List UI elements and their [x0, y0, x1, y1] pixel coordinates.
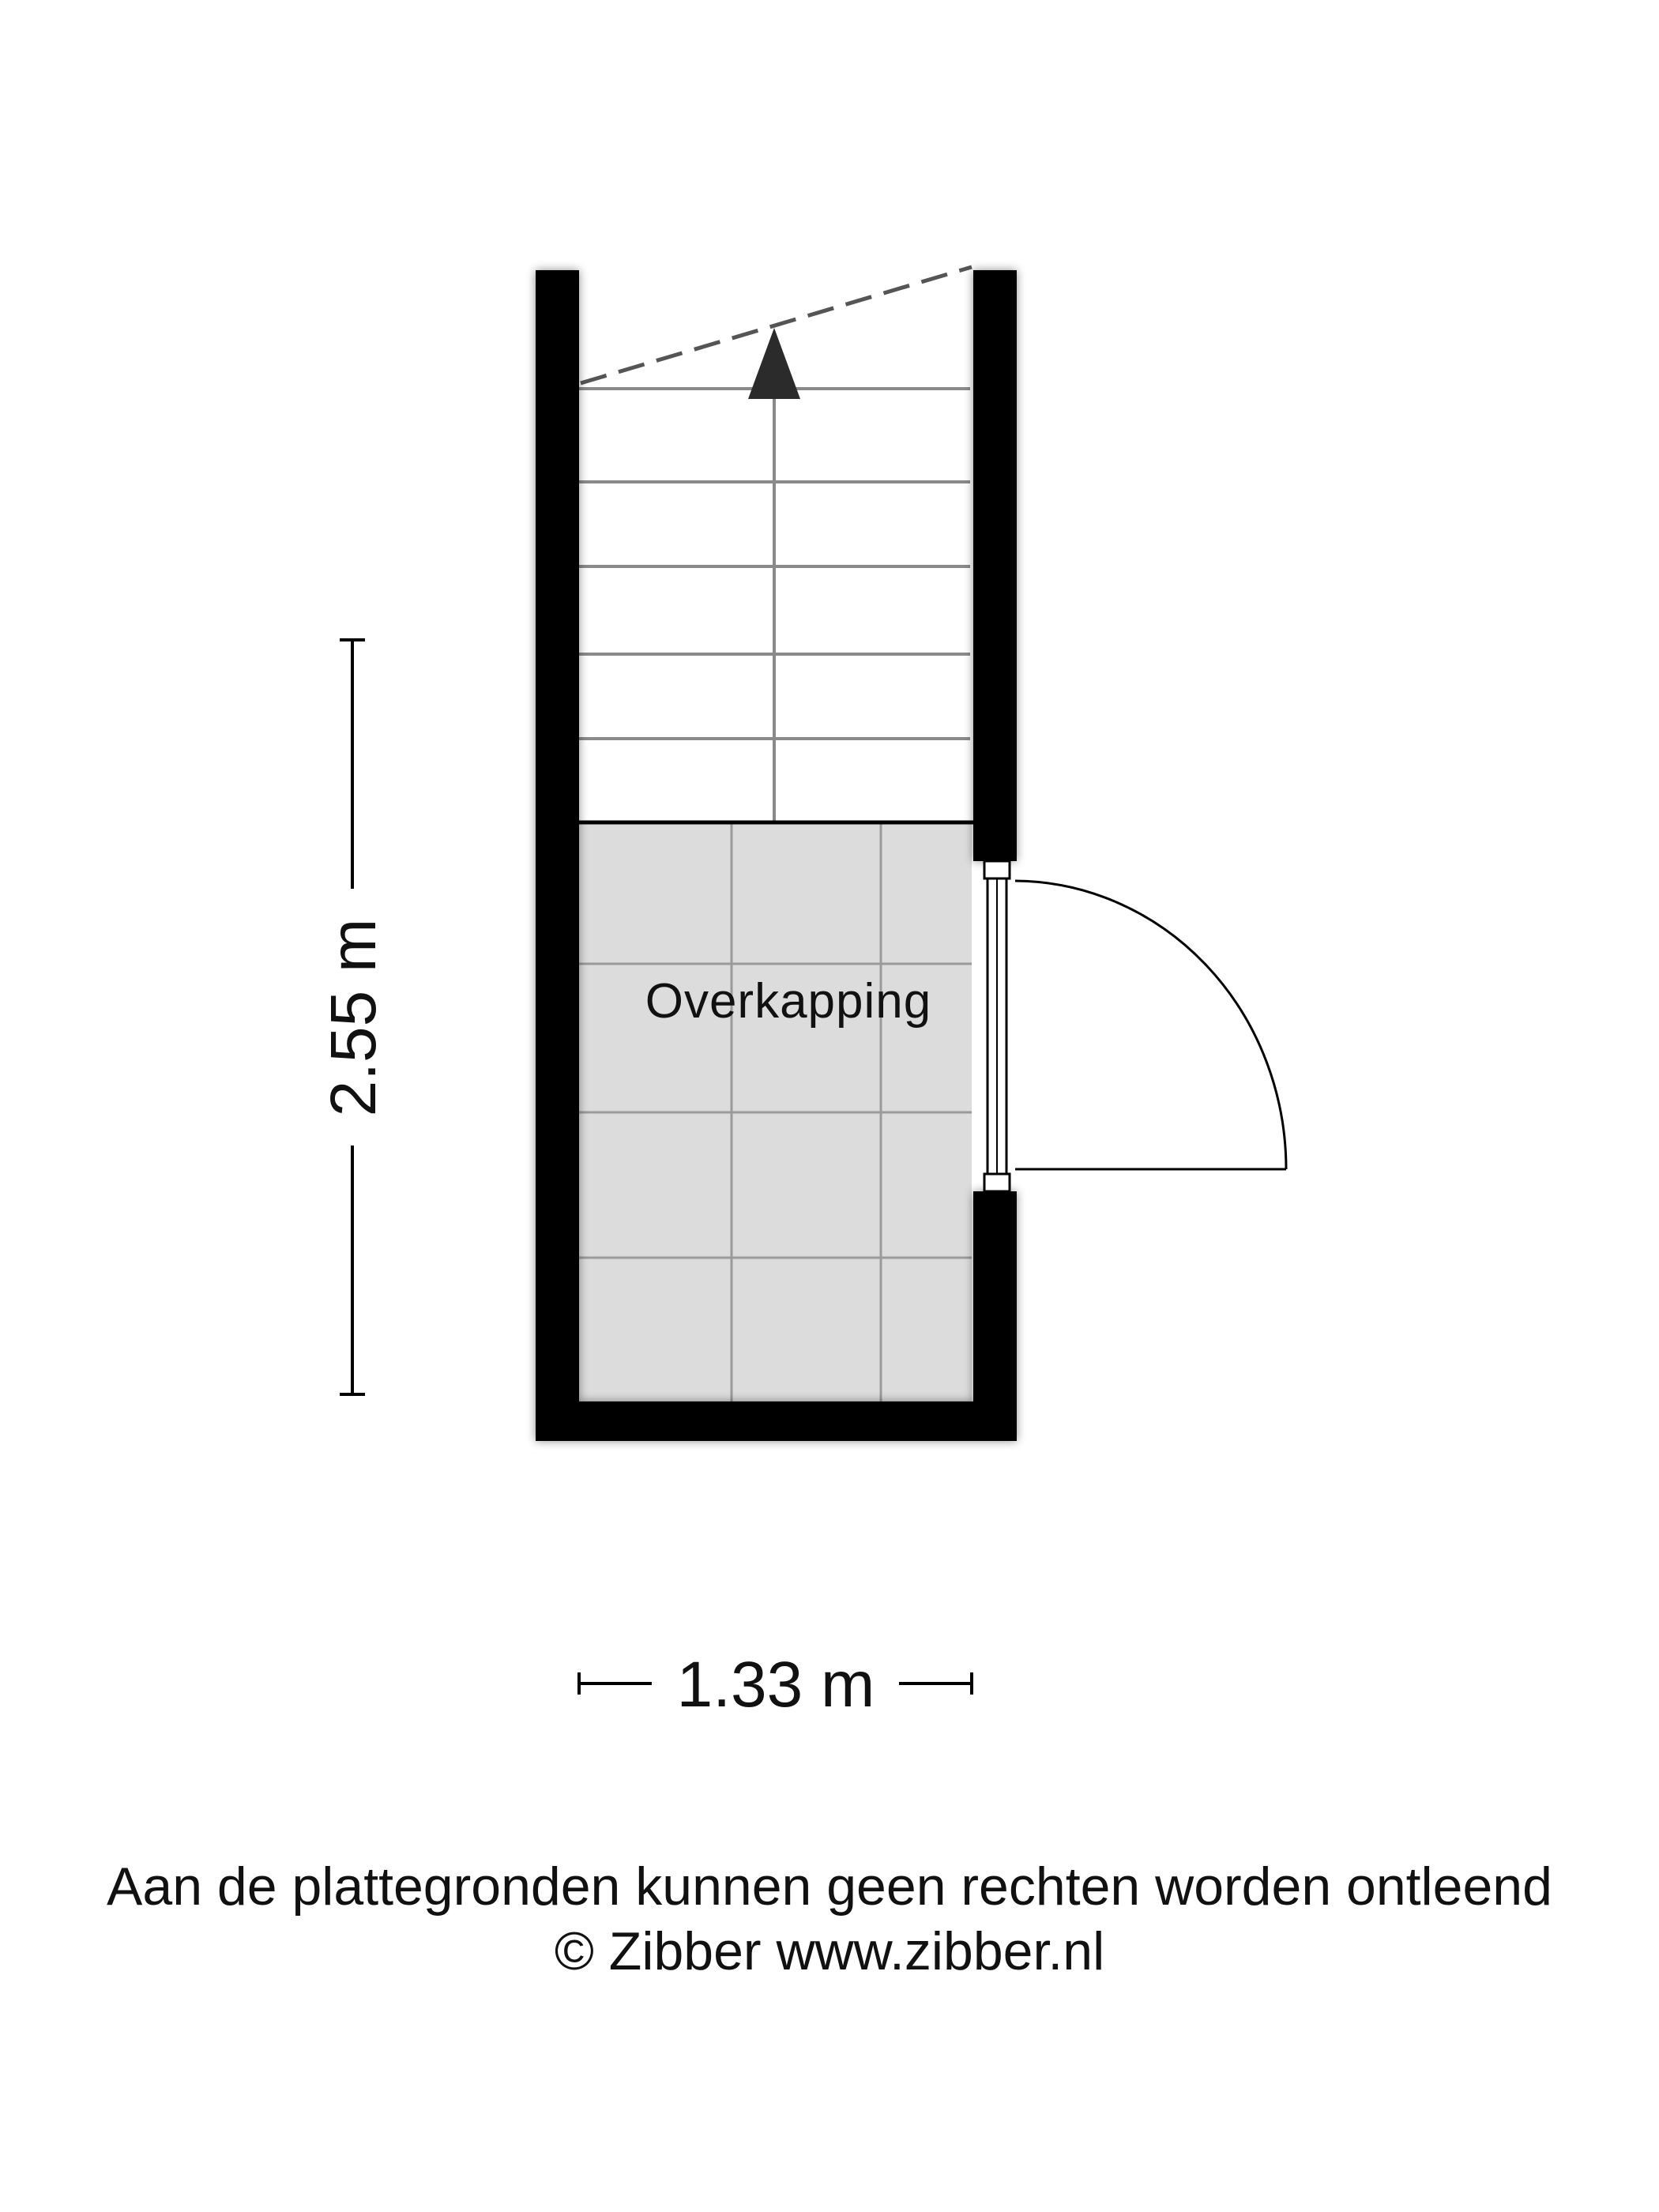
dimension-width-label: 1.33 m	[676, 1649, 875, 1721]
door-frame-top	[984, 861, 1010, 878]
staircase	[579, 267, 973, 822]
disclaimer-text: Aan de plattegronden kunnen geen rechten worden ontleend	[107, 1856, 1552, 1917]
wall-right-upper	[973, 270, 1017, 861]
door	[984, 861, 1286, 1191]
wall-bottom	[536, 1401, 1017, 1441]
dimension-length-label: 2.55 m	[318, 918, 389, 1117]
stair-up-arrow-icon	[748, 328, 800, 399]
copyright-text: © Zibber www.zibber.nl	[554, 1921, 1105, 1981]
room-label: Overkapping	[645, 974, 932, 1029]
door-frame-bottom	[984, 1174, 1010, 1191]
wall-left	[536, 270, 579, 1441]
wall-right-lower	[973, 1191, 1017, 1441]
floor-tiles	[579, 824, 972, 1401]
door-swing-arc	[1015, 881, 1286, 1169]
